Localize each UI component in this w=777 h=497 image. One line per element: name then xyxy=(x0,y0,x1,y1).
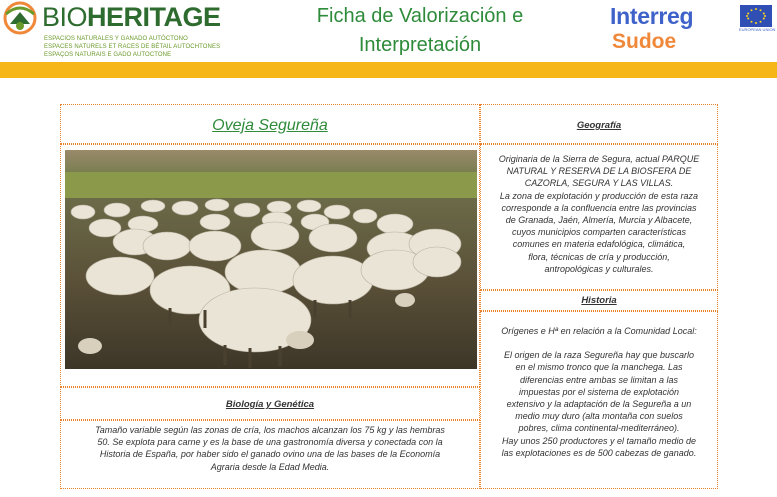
brand-subtitle-es: ESPACIOS NATURALES Y GANADO AUTÓCTONO xyxy=(44,36,188,42)
history-heading-cell xyxy=(480,290,718,311)
document-title-line1: Ficha de Valorización e xyxy=(316,5,524,27)
history-line: pobres, clima continental-mediterráneo). xyxy=(518,423,680,434)
geography-text xyxy=(487,153,711,275)
brand-subtitle-fr: ESPACES NATURELS ET RACES DE BÉTAIL AUTOCHTONES xyxy=(44,44,221,50)
biology-text-cell xyxy=(60,420,480,489)
geography-line: comunes en materia edafológica, climática, xyxy=(512,239,686,250)
header-accent-band xyxy=(0,62,777,78)
history-line: extensivo y la adaptación de la Segureña a un xyxy=(506,399,692,410)
breed-title-cell xyxy=(60,104,480,144)
biology-text xyxy=(71,424,469,473)
geography-heading: Geografía xyxy=(576,120,622,131)
biology-line: Historia de España, por haber sido el ganado ovino una de las bases de la Economía xyxy=(99,449,441,460)
paragraph-spacer xyxy=(487,337,711,349)
geography-heading-cell xyxy=(480,104,718,144)
geography-line: cuyos municipios comparten características xyxy=(511,227,687,238)
geography-line: flora, técnicas de cría y producción, xyxy=(528,251,670,262)
brand-wordmark xyxy=(42,1,221,33)
history-text xyxy=(487,325,711,459)
biology-line: Agraria desde la Edad Media. xyxy=(210,461,330,472)
interreg-wordmark: Interreg xyxy=(610,3,694,29)
geography-line: La zona de explotación y producción de esta raza xyxy=(499,190,699,201)
document-title-line2: Interpretación xyxy=(358,34,482,56)
history-line: Hay unos 250 productores y el tamaño medio de xyxy=(501,435,697,446)
document-title xyxy=(270,2,570,60)
sheep-photo-illustration xyxy=(65,150,477,369)
geography-line: NATURAL Y RESERVA DE LA BIOSFERA DE xyxy=(506,166,692,177)
biology-heading-cell xyxy=(60,387,480,420)
breed-photo-cell xyxy=(60,144,480,387)
bioheritage-emblem-icon xyxy=(0,0,40,36)
history-line: impuestas por el sistema de explotación xyxy=(518,386,680,397)
biology-heading: Biología y Genética xyxy=(225,399,315,410)
interreg-sudoe-logo[interactable] xyxy=(608,2,777,60)
brand-subtitle-pt: ESPAÇOS NATURAIS E GADO AUTOCTONE xyxy=(44,52,172,58)
bioheritage-logo[interactable] xyxy=(0,0,240,62)
geography-line: corresponde a la confluencia entre las provincias xyxy=(501,202,697,213)
geography-line: Originaria de la Sierra de Segura, actual PARQUE xyxy=(498,154,700,164)
page-header xyxy=(0,0,777,62)
history-line: medio muy duro (alta montaña con suelos xyxy=(515,411,683,422)
geography-line: antropológicas y culturales. xyxy=(544,263,654,274)
history-heading: Historia xyxy=(581,295,617,306)
geography-line: de Granada, Jaén, Almería, Murcia y Albacete, xyxy=(505,215,693,226)
sudoe-wordmark: Sudoe xyxy=(612,30,677,53)
brand-word-bold: HERITAGE xyxy=(87,2,221,32)
brand-word-regular: BIO xyxy=(42,2,88,32)
eu-flag-icon xyxy=(740,5,772,27)
valorization-sheet xyxy=(60,104,718,489)
history-line: en el mismo tronco que la manchega. Las xyxy=(515,362,683,373)
geography-line: CAZORLA, SEGURA Y LAS VILLAS. xyxy=(524,178,674,189)
eu-label: EUROPEAN UNION xyxy=(739,27,776,32)
history-text-cell xyxy=(480,311,718,489)
history-line: El origen de la raza Segureña hay que buscarlo xyxy=(503,350,695,361)
breed-name: Oveja Segureña xyxy=(212,117,328,134)
history-intro: Orígenes e Hª en relación a la Comunidad Local: xyxy=(501,326,697,336)
biology-line: Tamaño variable según las zonas de cría, los machos alcanzan los 75 kg y las hembras xyxy=(95,425,445,435)
sheep-flock-photo xyxy=(65,150,477,369)
history-line: diferencias entre ambas se limitan a las xyxy=(519,374,679,385)
biology-line: 50. Se explota para carne y es la base de una gastronomía diversa y conectada con la xyxy=(97,437,443,448)
history-line: las explotaciones es de 500 cabezas de ganado. xyxy=(501,447,697,458)
geography-text-cell xyxy=(480,144,718,290)
